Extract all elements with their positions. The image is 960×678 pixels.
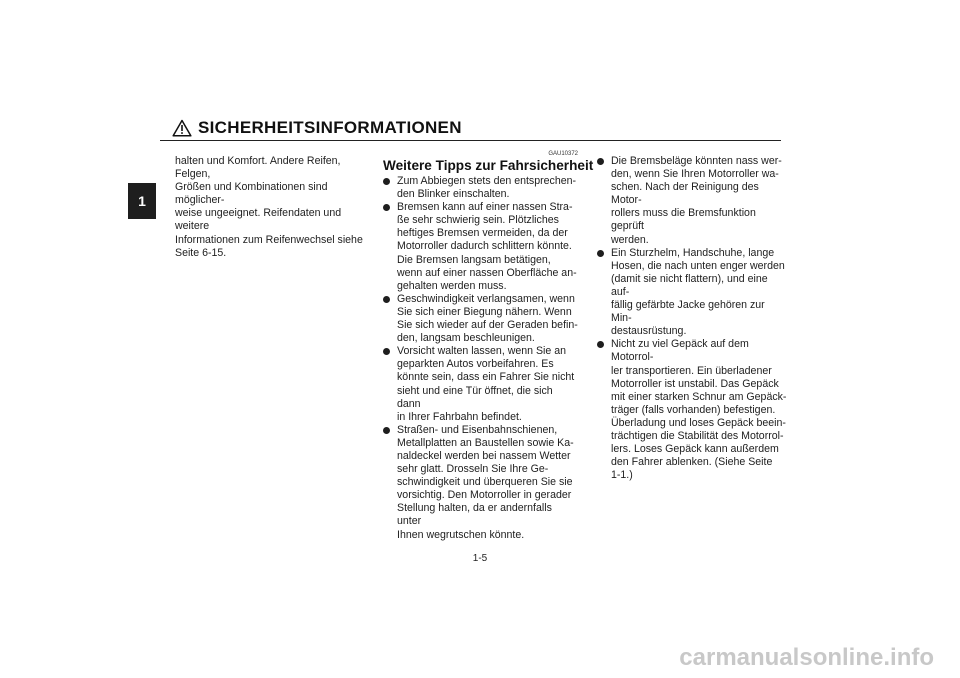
watermark-text: carmanualsonline.info bbox=[679, 644, 934, 670]
section-code: GAU10372 bbox=[548, 151, 578, 157]
bullet-item: Geschwindigkeit verlangsamen, wenn Sie sich einer Biegung nähern. Wenn Sie sich wieder auf der Geraden befin- den, langsam beschleunigen. bbox=[383, 293, 578, 345]
bullet-item: Nicht zu viel Gepäck auf dem Motorrol- ler transportieren. Ein überladener Motorroller ist unstabil. Das Gepäck mit einer starken Schnur am Gepäck- träger (falls vorhanden) befestigen. Überladung und loses Gepäck beein- trächtigen die Stabilität des Motorrol- lers. Loses Gepäck kann außerdem den Fahrer ablenken. (Siehe Seite 1-1.) bbox=[597, 338, 787, 482]
continued-paragraph: halten und Komfort. Andere Reifen, Felgen, Größen und Kombinationen sind möglicher- weise ungeeignet. Reifendaten und weitere Informationen zum Reifenwechsel siehe Seite 6-15. bbox=[175, 155, 363, 259]
bullet-item: Straßen- und Eisenbahnschienen, Metallplatten an Baustellen sowie Ka- naldeckel werden bei nassem Wetter sehr glatt. Drosseln Sie Ihre Ge- schwindigkeit und überqueren Sie sie vorsichtig. Den Motorroller in gerader Stellung halten, da er andernfalls unter Ihnen wegrutschen könnte. bbox=[383, 424, 578, 542]
warning-triangle-icon bbox=[172, 119, 192, 137]
section-heading: Weitere Tipps zur Fahrsicherheit bbox=[383, 158, 594, 173]
page-header bbox=[172, 118, 462, 138]
column-2 bbox=[383, 151, 594, 542]
bullet-item: Bremsen kann auf einer nassen Stra- ße sehr schwierig sein. Plötzliches heftiges Bremsen vermeiden, da der Motorroller dadurch schlittern könnte. Die Bremsen langsam betätigen, wenn auf einer nassen Oberfläche an- gehalten werden muss. bbox=[383, 201, 578, 293]
page-title: SICHERHEITSINFORMATIONEN bbox=[198, 118, 462, 137]
column-1 bbox=[175, 155, 375, 260]
bullet-item: Vorsicht walten lassen, wenn Sie an geparkten Autos vorbeifahren. Es könnte sein, dass ein Fahrer Sie nicht sieht und eine Tür öffnet, die sich dann in Ihrer Fahrbahn befindet. bbox=[383, 345, 578, 424]
chapter-tab: 1 bbox=[128, 183, 156, 219]
header-rule bbox=[160, 140, 781, 141]
page-number: 1-5 bbox=[472, 553, 488, 564]
column-3 bbox=[597, 155, 787, 482]
bullet-item: Zum Abbiegen stets den entsprechen- den Blinker einschalten. bbox=[383, 175, 578, 201]
bullet-item: Ein Sturzhelm, Handschuhe, lange Hosen, die nach unten enger werden (damit sie nicht flattern), und eine auf- fällig gefärbte Jacke gehören zur Min- destausrüstung. bbox=[597, 247, 787, 339]
watermark-logo bbox=[574, 644, 934, 670]
bullet-item: Die Bremsbeläge könnten nass wer- den, wenn Sie Ihren Motorroller wa- schen. Nach der Reinigung des Motor- rollers muss die Bremsfunktion geprüft werden. bbox=[597, 155, 787, 247]
